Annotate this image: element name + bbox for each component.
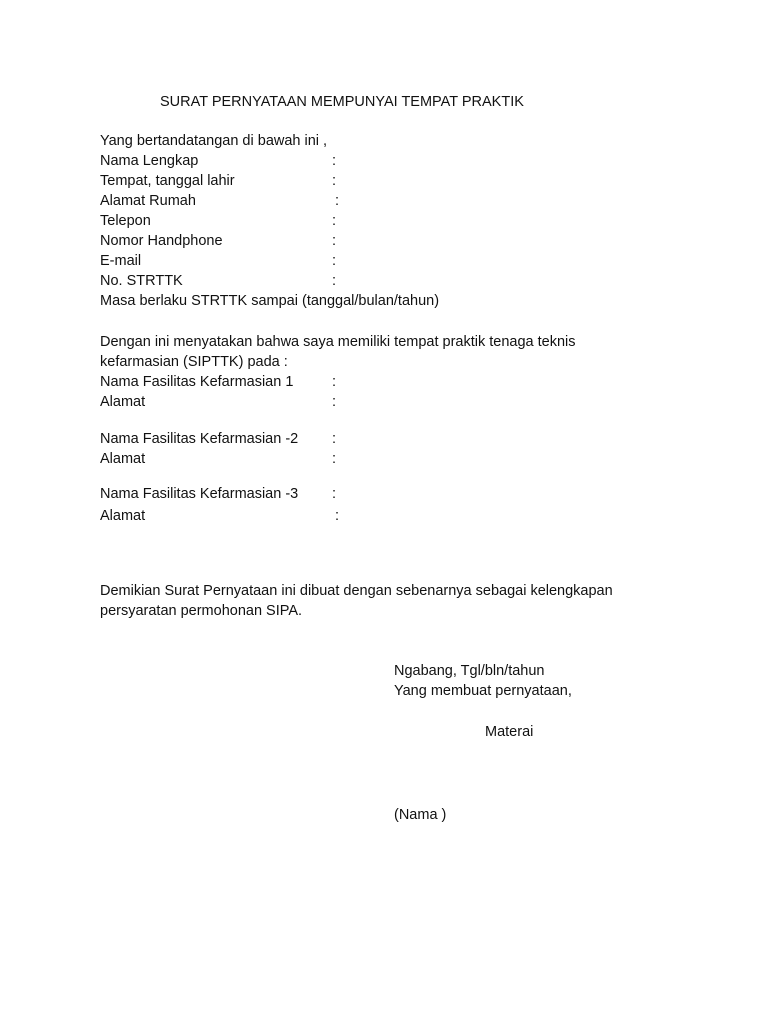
field-colon: : [332, 233, 337, 249]
field-colon: : [332, 431, 337, 447]
field-colon: : [332, 374, 337, 390]
facility-3-label: Nama Fasilitas Kefarmasian -3 [100, 486, 299, 502]
field-label-email: E-mail [100, 253, 142, 269]
closing-line-2: persyaratan permohonan SIPA. [100, 603, 303, 619]
field-label-alamat-rumah: Alamat Rumah [100, 193, 196, 209]
field-colon: : [335, 193, 340, 209]
field-label-nomor-handphone: Nomor Handphone [100, 233, 223, 249]
field-colon: : [332, 253, 337, 269]
field-colon: : [332, 173, 337, 189]
field-colon: : [332, 394, 337, 410]
signature-name: (Nama ) [394, 807, 447, 823]
signature-maker: Yang membuat pernyataan, [394, 683, 572, 699]
field-colon: : [332, 486, 337, 502]
field-label-telepon: Telepon [100, 213, 151, 229]
field-colon: : [332, 273, 337, 289]
validity-line: Masa berlaku STRTTK sampai (tanggal/bulan/tahun) [100, 293, 440, 309]
facility-2-label: Nama Fasilitas Kefarmasian -2 [100, 431, 299, 447]
facility-1-address-label: Alamat [100, 394, 146, 410]
stamp-label: Materai [485, 724, 534, 740]
field-colon: : [332, 213, 337, 229]
statement-line-1: Dengan ini menyatakan bahwa saya memiliki tempat praktik tenaga teknis [100, 334, 576, 350]
field-colon: : [332, 451, 337, 467]
field-label-nama-lengkap: Nama Lengkap [100, 153, 199, 169]
intro-text: Yang bertandatangan di bawah ini , [100, 133, 328, 149]
field-label-no-strttk: No. STRTTK [100, 273, 183, 289]
field-colon: : [332, 153, 337, 169]
document-title: SURAT PERNYATAAN MEMPUNYAI TEMPAT PRAKTIK [160, 94, 524, 110]
field-label-tempat-tanggal-lahir: Tempat, tanggal lahir [100, 173, 235, 189]
field-colon: : [335, 508, 340, 524]
signature-place-date: Ngabang, Tgl/bln/tahun [394, 663, 545, 679]
facility-3-address-label: Alamat [100, 508, 146, 524]
facility-2-address-label: Alamat [100, 451, 146, 467]
closing-line-1: Demikian Surat Pernyataan ini dibuat dengan sebenarnya sebagai kelengkapan [100, 583, 613, 599]
statement-line-2: kefarmasian (SIPTTK) pada : [100, 354, 288, 370]
facility-1-label: Nama Fasilitas Kefarmasian 1 [100, 374, 294, 390]
